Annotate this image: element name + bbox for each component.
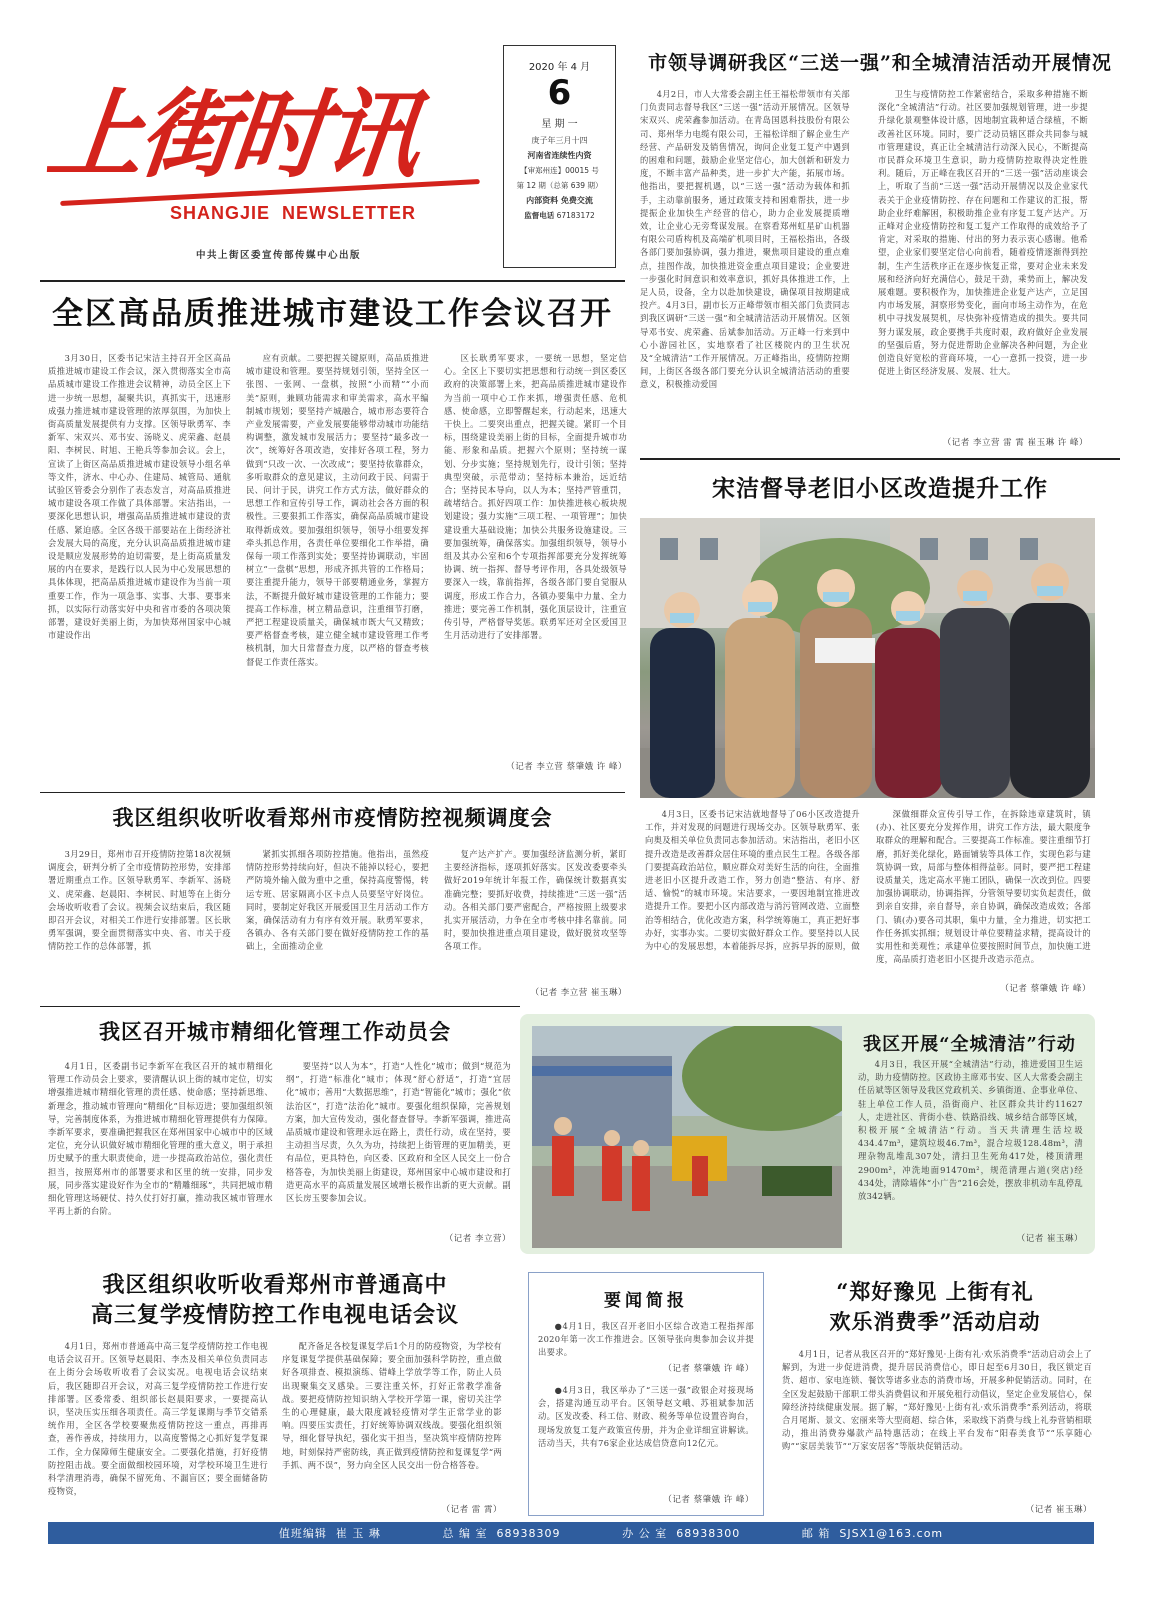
publisher: 中共上街区委宣传部传媒中心出版 — [196, 250, 362, 261]
issue-box — [503, 45, 616, 268]
article-4-col1: 3月29日，郑州市召开疫情防控第18次视频调度会，研判分析了全市疫情防控形势，安排部署近期重点工作。区领导耿勇军、李新军、汤晓义、虎荣鑫、赵晨阳、李树民、时旭等在上街分会场收听收看了会议。视频会议结束后，我区随即召开会议，对相关工作进行安排部署。区长耿勇军强调，要全面贯彻落实中央、省、市关于疫情防控工作的总体部署，抓 — [48, 849, 231, 952]
issue-phone: 67183172 — [556, 211, 595, 220]
issue-lunar: 庚子年三月十四 — [531, 136, 588, 145]
article-6-body: 4月3日，我区开展“全城清洁”行动，推进爱国卫生运动，助力疫情防控。区政协主席邓书安、区人大常委会副主任岳斌等区领导及我区党政机关、乡镇街道、企事业单位、驻上单位工作人员，沿街商户、社区群众共计约11627人，走进社区、背街小巷、铁路沿线、城乡结合部等区域，积极开展“全城清洁”行动。当天共清理生活垃圾434.47m³，建筑垃圾46.7m³，混合垃圾128.48m³，清理杂物乱堆乱307处，清扫卫生死角417处，楼顶清理2900m²，冲洗地面91470m²，规范清理占道(突店)经434处，清除墙体“小广告”216会处，摆放非机动车乱停乱放342辆。 — [858, 1059, 1083, 1202]
article-4-col2: 紧抓实抓细各项防控措施。他指出，虽然疫情防控形势持续向好，但决不能掉以轻心，要把严防境外输入做为重中之重，保持高度警惕，转运专班、居家隔离小区卡点人员要坚守好岗位。同时，要制定好我区开展爱国卫生月活动工作方案，确保活动有力有序有效开展。耿勇军要求，各镇办、各有关部门要在做好疫情防控工作的基础上，全面推动企业 — [246, 849, 429, 952]
footer-chief: 总 编 室 68938309 — [442, 1527, 561, 1540]
issue-reg: 【审郑州连】00015 号 — [520, 166, 599, 175]
article-9-credit: （记者 崔玉琳） — [1025, 1505, 1092, 1515]
article-2-col1: 3月30日，区委书记宋洁主持召开全区高品质推进城市建设工作会议，深入贯彻落实全市高品质城市建设工作推进会议精神，动员全区上下进一步统一思想，凝聚共识，真抓实干，迅速形成强力推进城市建设管理的浓厚氛围，为加快上街高质量发展提供有力支撑。区领导耿勇军、李新军、宋双兴、邓书安、汤晓义、虎荣鑫、赵晨阳、李树民、时旭、王艳兵等参加会议。会上，宣读了上街区高品质推进城市建设领导小组名单等文件，济水、中心办、住建局、城管局、通航试验区管委会分别作了表态发言，对高品质推进城市建设各项工作做了具体部署。宋洁指出，一要深化思想认识，增强高品质推进城市建设的责任感、紧迫感。全区各级干部要站在上街经济社会发展大局的高度，充分认识高品质推进城市建设是顺应发展形势的迫切需要，是上街高质量发展的内在要求，是践行以人民为中心发展思想的具体体现，把高品质推进城市建设作为当前一项重要工作，作为一项急事、实事、大事、要事来抓，以实际行动落实好中央和省市委的各项决策部署，建设好美丽上街，为加快郑州国家中心城市建设作出 — [48, 353, 231, 641]
issue-license: 河南省连续性内资 — [527, 151, 592, 160]
divider — [40, 1006, 520, 1007]
article-7-title-line2: 高三复学疫情防控工作电视电话会议 — [90, 1302, 459, 1328]
article-5-col2: 要坚持“以人为本”，打造“人性化”城市；做到“规范为纲”，打造“标准化”城市；体现“舒心舒适”，打造“宜居化”城市；善用“大数据思维”，打造“智能化”城市；强化“依法治区”，打造“法治化”城市。要强化组织保障，完善规划方案，加大宣传发动，强化督查督导。李新军强调，推进高品质城市建设和管理永远在路上，责任行动，成在坚持，要主动担当尽责，久久为功，持续把上街管理的更加精美，更有品位，更具特色，向区委、区政府和全区人民交上一份合格答卷，为加快美丽上街建设，郑州国家中心城市建设和打造更高水平的高质量发展区域增长极作出新的更大贡献。副区长房玉要参加会议。 — [286, 1061, 511, 1204]
article-5-credit: （记者 李立营） — [444, 1234, 511, 1244]
article-2-credit: （记者 李立营 蔡肇娥 许 峰） — [506, 762, 627, 772]
issue-phone-label: 监督电话 — [524, 211, 555, 220]
article-4-credit: （记者 李立营 崔玉琳） — [530, 988, 627, 998]
issue-year-month: 2020 年 4 月 — [528, 62, 591, 73]
article-4-col3: 复产达产扩产。要加强经济监测分析，紧盯主要经济指标，逐项抓好落实。区发改委要牵头做好2019年统计年报工作，确保统计数据真实准确完整；要抓好收费，持续推进“三送一强”活动。各相关部门要严密配合，严格按照上级要求扎实开展活动，力争在全市考核中排名靠前。同时，要加快推进重点项目建设，做好脱贫攻坚等各项工作。 — [444, 849, 627, 952]
article-6-credit: （记者 崔玉琳） — [1016, 1234, 1083, 1244]
article-9-body: 4月1日，记者从我区召开的“郑好豫见·上街有礼·欢乐消费季”活动启动会上了解到，为进一步促进消费，提升居民消费信心，即日起至6月30日，我区锁定百货、超市、家电连锁、餐饮等诸多业态的消费市场，开展多种促销活动。同时，在全区发起鼓励干部职工带头消费倡议和开展免租行动倡议，坚定企业发展信心，保障经济持续健康发展。据了解，“郑好豫见·上街有礼·欢乐消费季”系列活动，将联合月尾斯、景文、宏丽来等大型商超、综合体，采取线下消费与线上礼券营销相联动，推出消费券爆款产品特惠活动；在线上平台发布“阳春美食节”“乐享随心购”“家居美装节”“万家安居客”等版块促销活动。 — [782, 1349, 1092, 1452]
article-6-title: 我区开展“全城清洁”行动 — [863, 1034, 1076, 1055]
article-9-title-line1: “郑好豫见 上街有礼 — [836, 1279, 1034, 1304]
article-3-title: 宋洁督导老旧小区改造提升工作 — [712, 475, 1048, 502]
article-7-title-line1: 我区组织收听收看郑州市普通高中 — [102, 1272, 448, 1298]
article-3-col1: 4月3日，区委书记宋洁就地督导了06小区改造提升工作，并对发现的问题进行现场交办。区领导耿勇军、张向奥及相关单位负责同志参加活动。宋洁指出，老旧小区提升改造是改善群众居住环境的重点民生工程。各级各部门要提高政治站位，顺应群众对美好生活的向往，全面推进老旧小区提升改造工作，努力创造“整洁、有序、舒适、愉悦”的城市环境。宋洁要求，一要因地制宜推进改造提升工作。要把小区内部改造与消污管网改造、立面整治等相结合，优化改造方案，科学统筹施工，真正把好事办好，实事办实。二要切实做好群众工作。要坚持以人民为中心的发展思想，本着能拆尽拆，应拆早拆的原则，做 — [645, 809, 860, 952]
divider — [640, 458, 1120, 460]
photo-cleanup-art — [532, 1026, 842, 1248]
photo-inspection-art — [640, 518, 1095, 798]
article-4-title: 我区组织收听收看郑州市疫情防控视频调度会 — [112, 805, 553, 830]
issue-free: 内部资料 免费交流 — [526, 196, 593, 205]
issue-weekday: 星 期 一 — [541, 119, 578, 130]
article-1-title: 市领导调研我区“三送一强”和全城清洁活动开展情况 — [648, 52, 1112, 74]
article-3-credit: （记者 蔡肇娥 许 峰） — [1000, 984, 1091, 994]
photo-inspection — [640, 518, 1095, 798]
footer-email[interactable]: 邮 箱 SJSX1@163.com — [801, 1527, 944, 1540]
article-3-col2: 深做细群众宣传引导工作，在拆除违章建筑时，镇(办)、社区要充分发挥作用，讲究工作方法，最大限度争取群众的理解和配合。三要提高工作标准。要注重细节打磨，抓好美化绿化，路面铺装等具体工作，实现色彩与建筑协调一致，局部与整体相得益彰。同时，要严把工程建设质量关，选定高水平施工团队，确保一次改到位。四要加强协调联动，协调指挥，分管领导要切实负起责任，做到亲自安排，亲自督导，亲自协调，确保改造成效；各部门、镇(办)要各司其职，集中力量，全力推进，切实把工作任务抓实抓细；规划设计单位要精益求精，提高设计的实用性和美观性；承建单位要按照时间节点，加快施工进度，高品质打造老旧小区提升改造示范点。 — [876, 809, 1091, 965]
article-2-title: 全区高品质推进城市建设工作会议召开 — [52, 296, 613, 332]
divider — [40, 280, 625, 282]
article-5-title: 我区召开城市精细化管理工作动员会 — [99, 1019, 451, 1044]
article-9-title-line2: 欢乐消费季”活动启动 — [829, 1309, 1041, 1334]
masthead-title: 上街时讯 — [42, 78, 422, 191]
article-8-title: 要闻简报 — [604, 1291, 688, 1311]
article-7-credit: （记者 雷 霄） — [441, 1505, 502, 1515]
article-7-col1: 4月1日，郑州市普通高中高三复学疫情防控工作电视电话会议召开。区领导赵晨阳、李杰及相关单位负责同志在上街分会场收听收看了会议实况。电视电话会议结束后，我区随即召开会议，对高三复学疫情防控工作进行安排部署。区委常委、组织部长赵晨阳要求，一要提高认识，坚决压实压细各项责任。高三学复课期与季节交错系统作用，全区各学校要聚焦疫情防控这一重点，再排再查，善作善成，持续用力，以高度警惕之心抓好复学复课工作，全力保障师生健康安全。二要强化措施，打好疫情防控阻击战。要全面做细校园环境，对学校环境卫生进行科学清理消毒，确保不留死角、不漏盲区；要全面储备防疫物资， — [48, 1341, 268, 1497]
issue-day: 6 — [547, 73, 572, 113]
masthead — [40, 40, 500, 270]
footer-editor: 值班编辑 崔 玉 琳 — [278, 1527, 381, 1540]
issue-number: 第 12 期（总第 639 期） — [516, 181, 603, 190]
article-5-col1: 4月1日，区委副书记李新军在我区召开的城市精细化管理工作动员会上要求，要清醒认识上街的城市定位，切实增强推进城市精细化管理的责任感、使命感；坚持新思维、新理念，推动城市管理向“精细化”目标迈进；要加强组织领导，完善制度体系，为推进城市精细化管理提供有力保障。李新军要求，要准确把握我区在郑州国家中心城市中的区域定位，充分认识做好城市精细化管理的重大意义，明于承担历史赋予的重大职责使命，进一步提高政治站位，强化责任担当，按照郑州市的部署要求和区里的统一安排，同步发展，同步落实建设好作为全市的“精雕细琢”，共同把城市精细化管理这场硬仗、持久仗打好打赢，推动我区城市管理水平再上新的台阶。 — [48, 1061, 273, 1217]
article-7-col2: 配齐备足各校复课复学后1个月的防疫物资，为学校有序复课复学提供基础保障；要全面加强科学防控，重点做好各项排查、模拟演练、错峰上学放学等工作，防止人员出现聚集交叉感染。三要注重关怀，打好正常教学准备战。要把疫情防控知识纳入学校开学第一课，密切关注学生的心理健康，最大限度减轻疫情对学生正常学业的影响。四要压实责任，打好统筹协调双线战。要强化组织领导，细化督导执纪，强化实干担当，坚决筑牢疫情防控阵地，时刻保持严密防线，真正做到疫情防控和复课复学“两手抓、两不误”，努力向全区人民交出一份合格答卷。 — [282, 1341, 502, 1470]
divider — [40, 792, 625, 793]
footer-bar — [48, 1522, 1094, 1544]
masthead-english: SHANGJIE NEWSLETTER — [170, 203, 417, 223]
article-2-col2: 应有贡献。二要把握关键原则，高品质推进城市建设和管理。要坚持规划引领，坚持全区一张图、一张网、一盘棋，按照“小而精”“小而美”原则，兼顾功能需求和审美需求，高水平编制城市规划；要坚持产城融合，城市形态要符合产业发展需要，产业发展要能够带动城市功能结构调整，激发城市发展活力；要坚持“最多改一次”，统筹好各项改造，安排好各项工程，努力做到“只改一次、一次改成”；要坚持依靠群众，多听取群众的意见建议，主动问政于民、问需于民、问计于民，讲究工作方式方法，做好群众的思想工作和宣传引导工作，调动社会各方面的积极性。三要狠抓工作落实，确保高品质城市建设取得新成效。要加强组织领导，领导小组要发挥牵头抓总作用，各责任单位要细化工作举措，确保每一项工作落到实处；要坚持协调联动，牢固树立“一盘棋”思想，形成齐抓共管的工作格局；要注重提升能力，领导干部要精通业务，掌握方法，不断提升做好城市建设管理的工作能力；要提高工作标准，树立精品意识，注重细节打磨，严把工程建设质量关，确保城市既大气又精致；要严格督查考核，建立健全城市建设管理工作考核机制，加大日常督查力度，以严格的督查考核督促工作责任落实。 — [246, 353, 429, 667]
brief-item-1: ●4月1日，我区召开老旧小区综合改造工程指挥部2020年第一次工作推进会。区领导张向奥参加会议并提出要求。 — [538, 1321, 754, 1358]
article-1-col2: 卫生与疫情防控工作紧密结合，采取多种措施不断深化“全城清洁”行动。社区要加强规划管理，进一步提升绿化景观整体设计感，因地制宜栽种适合绿植，不断改善社区环境。同时，要广泛动员辖区群众共同参与城市管理建设，真正让全城清洁行动深入民心，不断提高市民群众环境卫生意识，助力疫情防控取得决定性胜利。随后，万正峰在我区召开的“三送一强”活动座谈会上，听取了当前“三送一强”活动开展情况以及企业家代表关于企业疫情防控、存在问题和工作建议的汇报，帮助企业纾难解困，积极助推企业有序复工复产达产。万正峰对企业疫情防控和复工复产工作取得的成效给予了肯定，对采取的措施、付出的努力表示衷心感谢。他希望，企业家们要坚定信心向前看，随着疫情逐渐得到控制，生产生活秩序正在逐步恢复正常，要对企业未来发展和经济向好充满信心，鼓足干劲，乘势而上，解决发展难题。要积极作为，加快推进企业复产达产，立足国内市场发展，洞察形势变化，面向市场主动作为，在危机中寻找发展契机，尽快弥补疫情造成的损失。要共同努力谋发展，政企要携手共度时艰，政府做好企业发展的坚强后盾，努力促进帮助企业解决各种问题，为企业创造良好宽松的营商环境，一心一意抓一投资，进一步促进上街区经济发展、发展、壮大。 — [878, 89, 1088, 377]
brief-item-2: ●4月3日，我区举办了“三送一强”政银企对接现场会，搭建沟通互动平台。区领导赵文峨、苏祖斌参加活动。区发改委、科工信、财政、税务等单位设置咨询台，现场发放复工复产政策宣传册，并为企业详细宣讲解读。活动当天，共有76家企业达成信贷意向12亿元。 — [538, 1385, 754, 1448]
brief-credit-2: （记者 蔡肇娥 许 峰） — [663, 1495, 754, 1505]
article-1-col1: 4月2日，市人大常委会副主任王福松带领市有关部门负责同志督导我区“三送一强”活动开展情况。区领导宋双兴、虎荣鑫参加活动。在青岛国恩科技股份有限公司、郑州华力电缆有限公司，王福松详细了解企业生产经营、产品研发及销售情况，询问企业复工复产中遇到的困难和问题，鼓励企业坚定信心，加大创新和研发力度，不断丰富产品种类，进一步扩大产能，拓展市场。他指出，要把握机遇，以“三送一强”活动为载体和抓手，主动靠前服务，通过政策支持和困难帮扶，进一步提振企业加快生产经营的信心，助力企业发展提质增效，让企业心无旁骛谋发展。在察看郑州虹星矿山机器有限公司盾构机及高端矿机项目时，王福松指出，各级各部门要加强协调，强力推进，聚焦项目建设的重点难点，挂图作战，加快推进资金重点项目建设；企业要进一步强化时间意识和效率意识，抓好具体推进工作，上足人员，设备，全力以赴加快建设，确保项目按期建成投产。4月3日，副市长万正峰带领市相关部门负责同志到我区调研“三送一强”和全城清洁活动开展情况。区领导邓书安、虎荣鑫、岳斌参加活动。万正峰一行来到中心小游园社区，实地察看了社区楼院内的卫生状况及“全城清洁”工作开展情况。万正峰指出，疫情防控期间，上街区各级各部门要充分认识全城清洁活动的重要意义，积极推动爱国 — [640, 89, 850, 390]
brief-credit-1: （记者 蔡肇娥 许 峰） — [663, 1364, 754, 1374]
article-1-credit: （记者 李立营 雷 霄 崔玉琳 许 峰） — [942, 438, 1088, 448]
photo-cleanup — [532, 1026, 842, 1248]
article-2-col3: 区长耿勇军要求，一要统一思想，坚定信心。全区上下要切实把思想和行动统一到区委区政府的决策部署上来，把高品质推进城市建设作为当前一项中心工作来抓，增强责任感、危机感、使命感，立即警醒起来，行动起来，迅速大干快上。二要突出重点，把握关键。紧盯一个目标，围绕建设美丽上街的目标，全面提升城市功能、形象和品质。把握六个原则；坚持统一谋划、分步实施；坚持规划先行，设计引领；坚持典型突破，示范带动；坚持标本兼治，远近结合；坚持民本导向，以人为本；坚持严管重罚，疏堵结合。抓好四项工作：加快推进核心板块规划建设；强力实施“三项工程、一项管理”；加快建设重大基础设施；加快公共服务设施建设。三要加强统筹，确保落实。加强组织领导，领导小组及其办公室和6个专项指挥部要充分发挥统筹协调、统一指挥、督导考评作用，各具处级领导要深入一线，靠前指挥，各级各部门要自觉服从调度，形成工作合力，各镇办要集中力量、全力推进；要完善工作机制，强化顶层设计，注重宣传引导，严格督导奖惩。联勇军还对全区爱国卫生月活动进行了安排部署。 — [444, 353, 627, 641]
footer-office: 办 公 室 68938300 — [622, 1527, 741, 1540]
